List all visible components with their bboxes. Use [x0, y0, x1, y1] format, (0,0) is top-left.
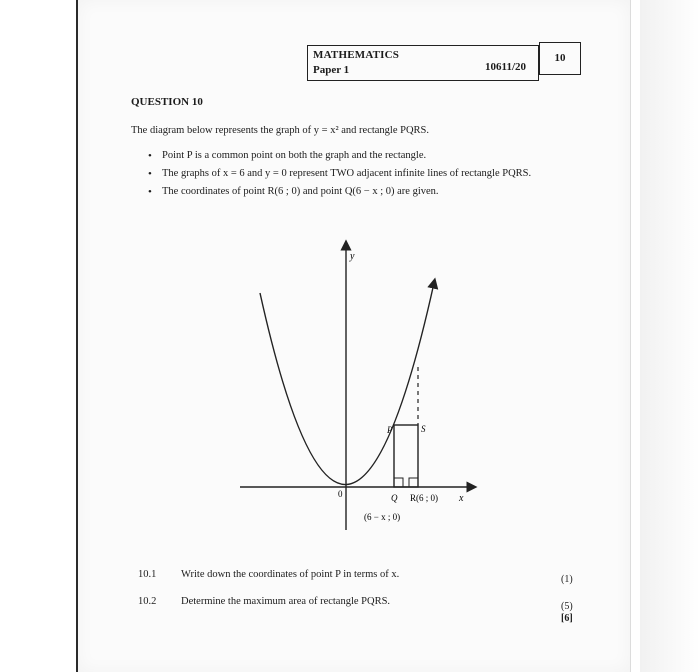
point-p-label: P: [387, 425, 393, 435]
bullet-text: The coordinates of point R(6 ; 0) and point Q(6 − x ; 0) are given.: [162, 186, 439, 197]
header-code: 10611/20: [485, 61, 526, 73]
point-s-label: S: [421, 424, 426, 434]
point-q-label: Q: [391, 493, 398, 503]
subquestion-text: Determine the maximum area of rectangle PQRS.: [181, 596, 391, 607]
bullet-dot-icon: •: [148, 186, 152, 198]
bullet-dot-icon: •: [148, 168, 152, 180]
header-box: [307, 45, 539, 81]
page-number: 10: [539, 42, 581, 75]
right-angle-q: [394, 478, 403, 487]
question-title: QUESTION 10: [131, 96, 203, 108]
subquestion-number: 10.2: [138, 596, 157, 607]
bullet-dot-icon: •: [148, 150, 152, 162]
subquestion-number: 10.1: [138, 569, 157, 580]
header-paper: Paper 1: [313, 64, 350, 76]
parabola-diagram: [240, 235, 500, 530]
y-axis-label: y: [350, 251, 355, 262]
bullet-text: The graphs of x = 6 and y = 0 represent TWO adjacent infinite lines of rectangle PQRS.: [162, 168, 532, 179]
bullet-text: Point P is a common point on both the graph and the rectangle.: [162, 150, 427, 161]
q-coordinate-label: (6 − x ; 0): [364, 512, 401, 522]
total-marks: [6]: [561, 613, 573, 624]
page-edge: [640, 0, 700, 672]
x-axis-label: x: [459, 493, 464, 504]
origin-label: 0: [338, 489, 343, 499]
question-intro: The diagram below represents the graph of y = x² and rectangle PQRS.: [131, 125, 430, 136]
header-subject: MATHEMATICS: [313, 49, 400, 61]
subquestion-marks: (5): [561, 601, 573, 612]
parabola-curve: [260, 283, 434, 485]
point-r-label: R(6 ; 0): [410, 493, 438, 503]
right-angle-r: [409, 478, 418, 487]
subquestion-text: Write down the coordinates of point P in terms of x.: [181, 569, 400, 580]
subquestion-marks: (1): [561, 574, 573, 585]
